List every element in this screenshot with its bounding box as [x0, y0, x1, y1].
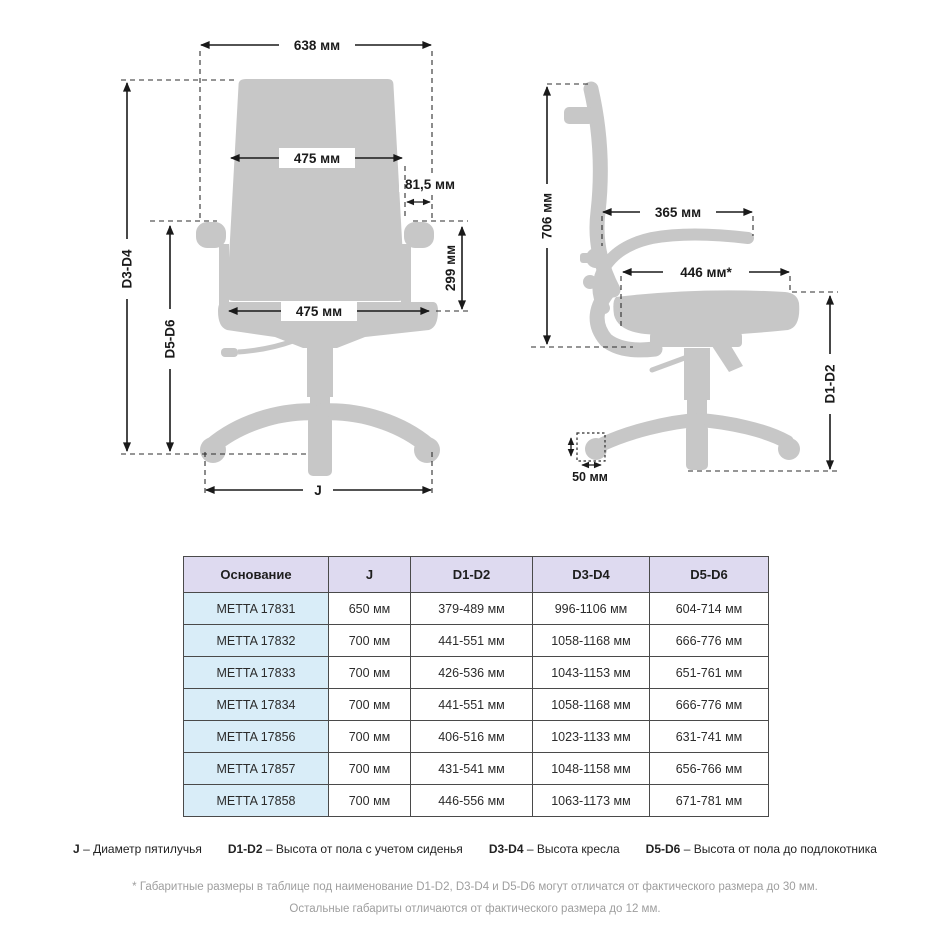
dim-label-d5d6: D5-D6: [162, 319, 178, 359]
table-cell-model: METTA 17831: [184, 593, 329, 625]
base-front-leg: [308, 416, 332, 476]
table-cell-d1d2: 441-551 мм: [411, 625, 533, 657]
dim-label-wheel-size: 50 мм: [572, 470, 608, 484]
legend-term: J: [73, 842, 80, 856]
table-header-base: Основание: [184, 557, 329, 593]
table-cell-d1d2: 426-536 мм: [411, 657, 533, 689]
dim-armrest-offset: [399, 166, 461, 219]
dim-label-armrest-height: 299 мм: [443, 244, 458, 292]
backrest-shape: [227, 79, 405, 301]
legend-item-d3d4: [489, 842, 620, 856]
legend-desc: – Высота кресла: [526, 842, 620, 856]
table-cell-j: 700 мм: [329, 689, 411, 721]
table-cell-d5d6: 671-781 мм: [650, 785, 769, 817]
table-cell-j: 700 мм: [329, 753, 411, 785]
wheel-side-left: [585, 438, 607, 460]
seat-lever-rod: [238, 341, 293, 352]
table-cell-model: METTA 17833: [184, 657, 329, 689]
table-cell-d3d4: 1043-1153 мм: [533, 657, 650, 689]
base-arm-side-right: [699, 420, 787, 442]
dim-label-armrest-offset: 81,5 мм: [405, 177, 455, 192]
table-cell-d3d4: 1023-1133 мм: [533, 721, 650, 753]
table-cell-d5d6: 631-741 мм: [650, 721, 769, 753]
gas-lift-upper: [307, 347, 333, 397]
table-cell-d5d6: 604-714 мм: [650, 593, 769, 625]
table-cell-d5d6: 651-761 мм: [650, 657, 769, 689]
table-row: [184, 593, 769, 625]
armrest-left-support: [219, 244, 229, 310]
base-front-leg-side: [686, 424, 708, 470]
wheel-left: [200, 437, 226, 463]
table-cell-d3d4: 1063-1173 мм: [533, 785, 650, 817]
table-cell-d5d6: 656-766 мм: [650, 753, 769, 785]
table-cell-d3d4: 1048-1158 мм: [533, 753, 650, 785]
table-cell-j: 700 мм: [329, 785, 411, 817]
table-cell-d1d2: 446-556 мм: [411, 785, 533, 817]
dim-label-d1d2: D1-D2: [822, 364, 838, 404]
legend-term: D3-D4: [488, 842, 524, 856]
headrest-tab: [564, 107, 594, 124]
dimensions-table: [183, 556, 769, 817]
dim-label-seat-width: 475 мм: [295, 304, 343, 319]
table-row: [184, 689, 769, 721]
column-side-upper: [684, 348, 710, 400]
table-row: [184, 721, 769, 753]
dim-label-backrest-height: 706 мм: [539, 192, 555, 240]
table-header-j: J: [329, 557, 411, 593]
table-cell-d3d4: 1058-1168 мм: [533, 625, 650, 657]
footnote-line-1: * Габаритные размеры в таблице под наименование D1-D2, D3-D4 и D5-D6 могут отличатся от фактического размера до 30 мм.: [132, 881, 818, 893]
base-arm-side-left: [603, 420, 697, 444]
legend-desc: – Диаметр пятилучья: [83, 842, 202, 856]
seat-side-shape: [613, 290, 799, 335]
legend-term: D5-D6: [645, 842, 681, 856]
table-cell-j: 700 мм: [329, 625, 411, 657]
table-cell-d1d2: 431-541 мм: [411, 753, 533, 785]
dim-label-backrest-width: 475 мм: [293, 151, 341, 166]
table-row: [184, 753, 769, 785]
base-arm-right: [322, 412, 428, 446]
footnote-line-2: Остальные габариты отличаются от фактического размера до 12 мм.: [289, 903, 661, 915]
table-cell-j: 700 мм: [329, 721, 411, 753]
legend-term: D1-D2: [227, 842, 263, 856]
legend-desc: – Высота от пола до подлокотника: [683, 842, 877, 856]
table-cell-d5d6: 666-776 мм: [650, 689, 769, 721]
dim-label-seat-depth: 446 мм*: [680, 265, 732, 280]
table-header-d1d2: D1-D2: [411, 557, 533, 593]
adjust-knob: [586, 248, 606, 268]
base-arm-left: [212, 412, 318, 446]
table-cell-d1d2: 406-516 мм: [411, 721, 533, 753]
seat-lever-cap: [221, 348, 238, 357]
dim-label-d3d4: D3-D4: [119, 249, 135, 289]
tension-knob: [583, 275, 597, 289]
table-row: [184, 785, 769, 817]
table-cell-j: 650 мм: [329, 593, 411, 625]
dim-label-top-width: 638 мм: [293, 38, 341, 53]
table-cell-d1d2: 441-551 мм: [411, 689, 533, 721]
table-cell-model: METTA 17857: [184, 753, 329, 785]
table-cell-d5d6: 666-776 мм: [650, 625, 769, 657]
legend-item-d1d2: [228, 842, 463, 856]
table-header-d3d4: D3-D4: [533, 557, 650, 593]
table-header-d5d6: D5-D6: [650, 557, 769, 593]
dim-label-armrest-length: 365 мм: [654, 205, 702, 220]
front-view-chair: [196, 79, 440, 476]
wheel-side-right: [778, 438, 800, 460]
dim-label-base-diameter: J: [314, 483, 322, 498]
table-row: [184, 657, 769, 689]
table-row: [184, 625, 769, 657]
legend-item-j: [73, 842, 202, 856]
table-cell-j: 700 мм: [329, 657, 411, 689]
legend-desc: – Высота от пола с учетом сиденья: [265, 842, 463, 856]
table-header-row: [184, 557, 769, 593]
table-cell-d1d2: 379-489 мм: [411, 593, 533, 625]
footnote: [0, 876, 950, 920]
legend-item-d5d6: [646, 842, 877, 856]
table-cell-model: METTA 17834: [184, 689, 329, 721]
legend: [0, 842, 950, 856]
table-cell-d3d4: 1058-1168 мм: [533, 689, 650, 721]
table-cell-d3d4: 996-1106 мм: [533, 593, 650, 625]
table-cell-model: METTA 17856: [184, 721, 329, 753]
table-cell-model: METTA 17858: [184, 785, 329, 817]
table-cell-model: METTA 17832: [184, 625, 329, 657]
armrest-right-support: [401, 244, 411, 310]
dim-d5d6: [150, 221, 217, 451]
wheel-right: [414, 437, 440, 463]
